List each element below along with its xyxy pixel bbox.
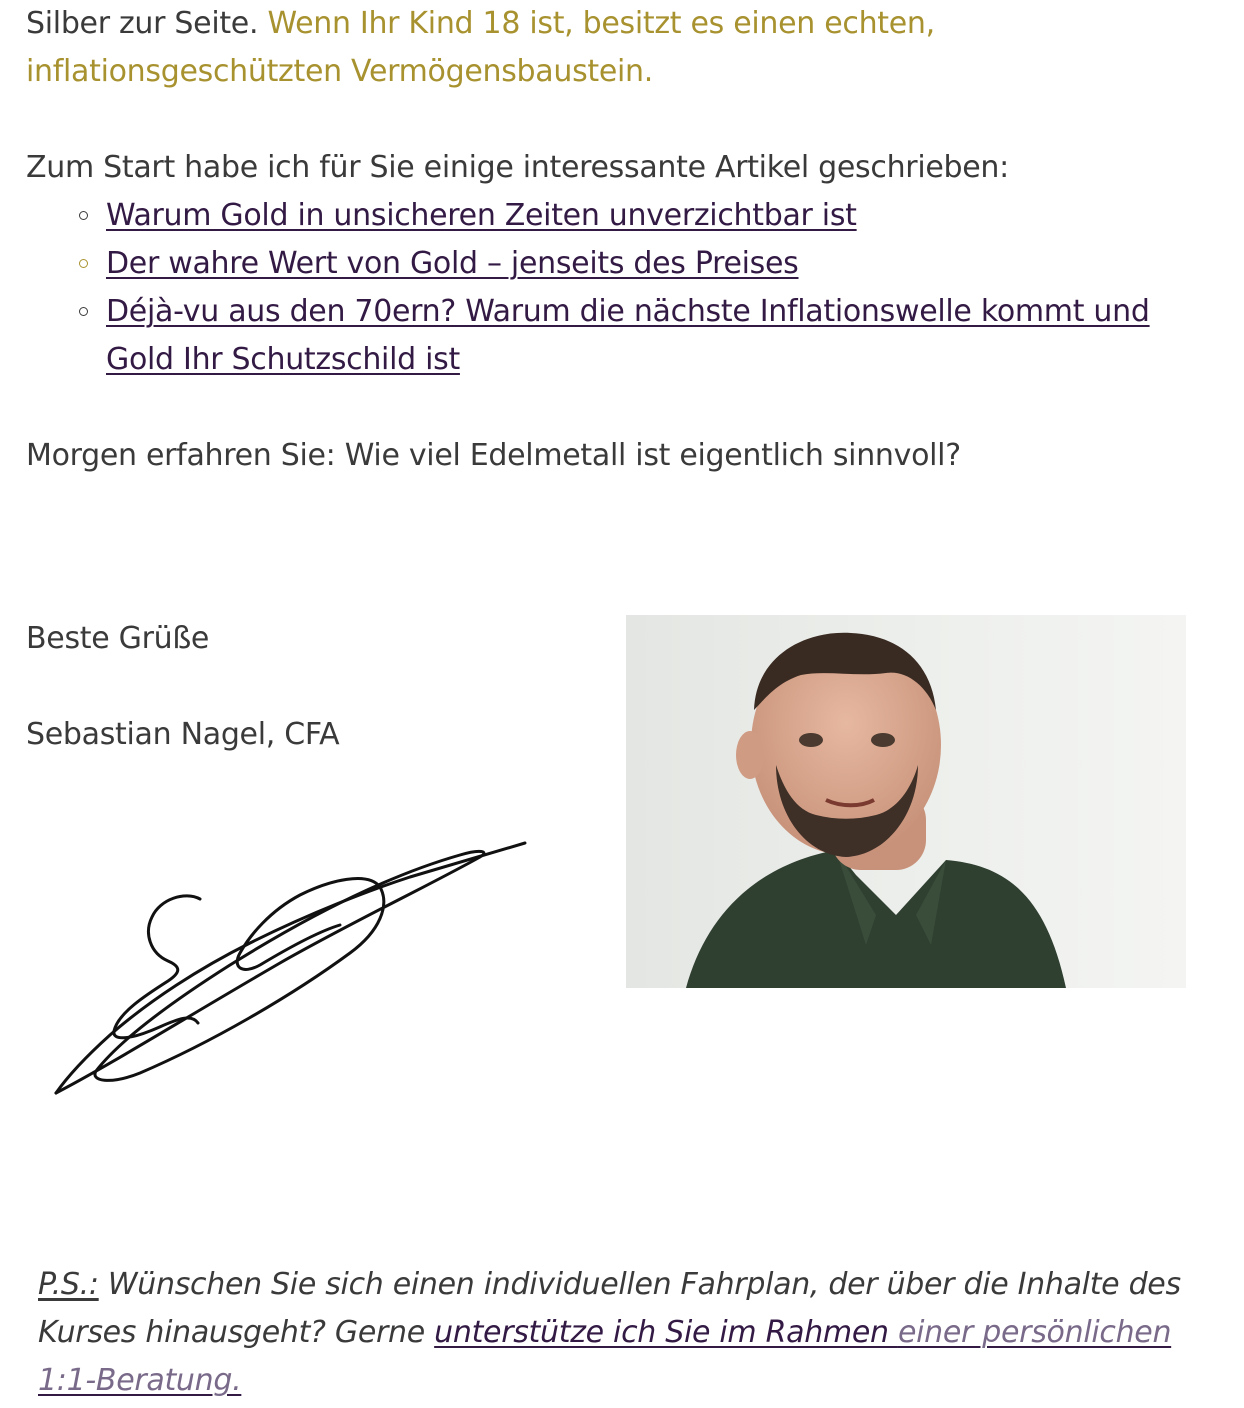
teaser-text: Morgen erfahren Sie: Wie viel Edelmetall ist eigentlich sinnvoll? xyxy=(26,438,961,473)
signature-image xyxy=(50,835,540,1105)
intro-paragraph xyxy=(26,0,1216,96)
articles-intro: Zum Start habe ich für Sie einige interessante Artikel geschrieben: xyxy=(26,150,1009,185)
article-list xyxy=(26,192,1216,384)
postscript xyxy=(38,1261,1188,1405)
intro-highlight: Wenn Ihr Kind 18 ist, besitzt es einen echten, inflationsgeschützten Vermögensbaustein. xyxy=(26,6,935,89)
author-name: Sebastian Nagel, CFA xyxy=(26,717,340,752)
consultation-link-text-1: unterstütze ich Sie im Rahmen xyxy=(434,1315,898,1350)
ps-text: Wünschen Sie sich einen individuellen Fahrplan, der über die Inhalte des Kurses hinausgeht? Gerne xyxy=(38,1267,1181,1350)
article-link-1[interactable]: Warum Gold in unsicheren Zeiten unverzichtbar ist xyxy=(106,198,857,233)
intro-text: Silber zur Seite. xyxy=(26,6,259,41)
closing-block xyxy=(26,615,339,759)
article-link-3[interactable]: Déjà-vu aus den 70ern? Warum die nächste Inflationswelle kommt und Gold Ihr Schutzschild ist xyxy=(106,294,1150,377)
portrait-illustration xyxy=(626,615,1186,988)
list-item xyxy=(106,192,1216,240)
consultation-link-text-2: einer persönlichen 1:1-Beratung. xyxy=(38,1315,1172,1398)
ps-label: P.S.: xyxy=(38,1267,99,1302)
list-item xyxy=(106,288,1216,384)
author-photo xyxy=(626,615,1186,988)
list-item xyxy=(106,240,1216,288)
greeting: Beste Grüße xyxy=(26,621,210,656)
email-body xyxy=(26,0,1216,480)
article-link-2[interactable]: Der wahre Wert von Gold – jenseits des Preises xyxy=(106,246,799,281)
